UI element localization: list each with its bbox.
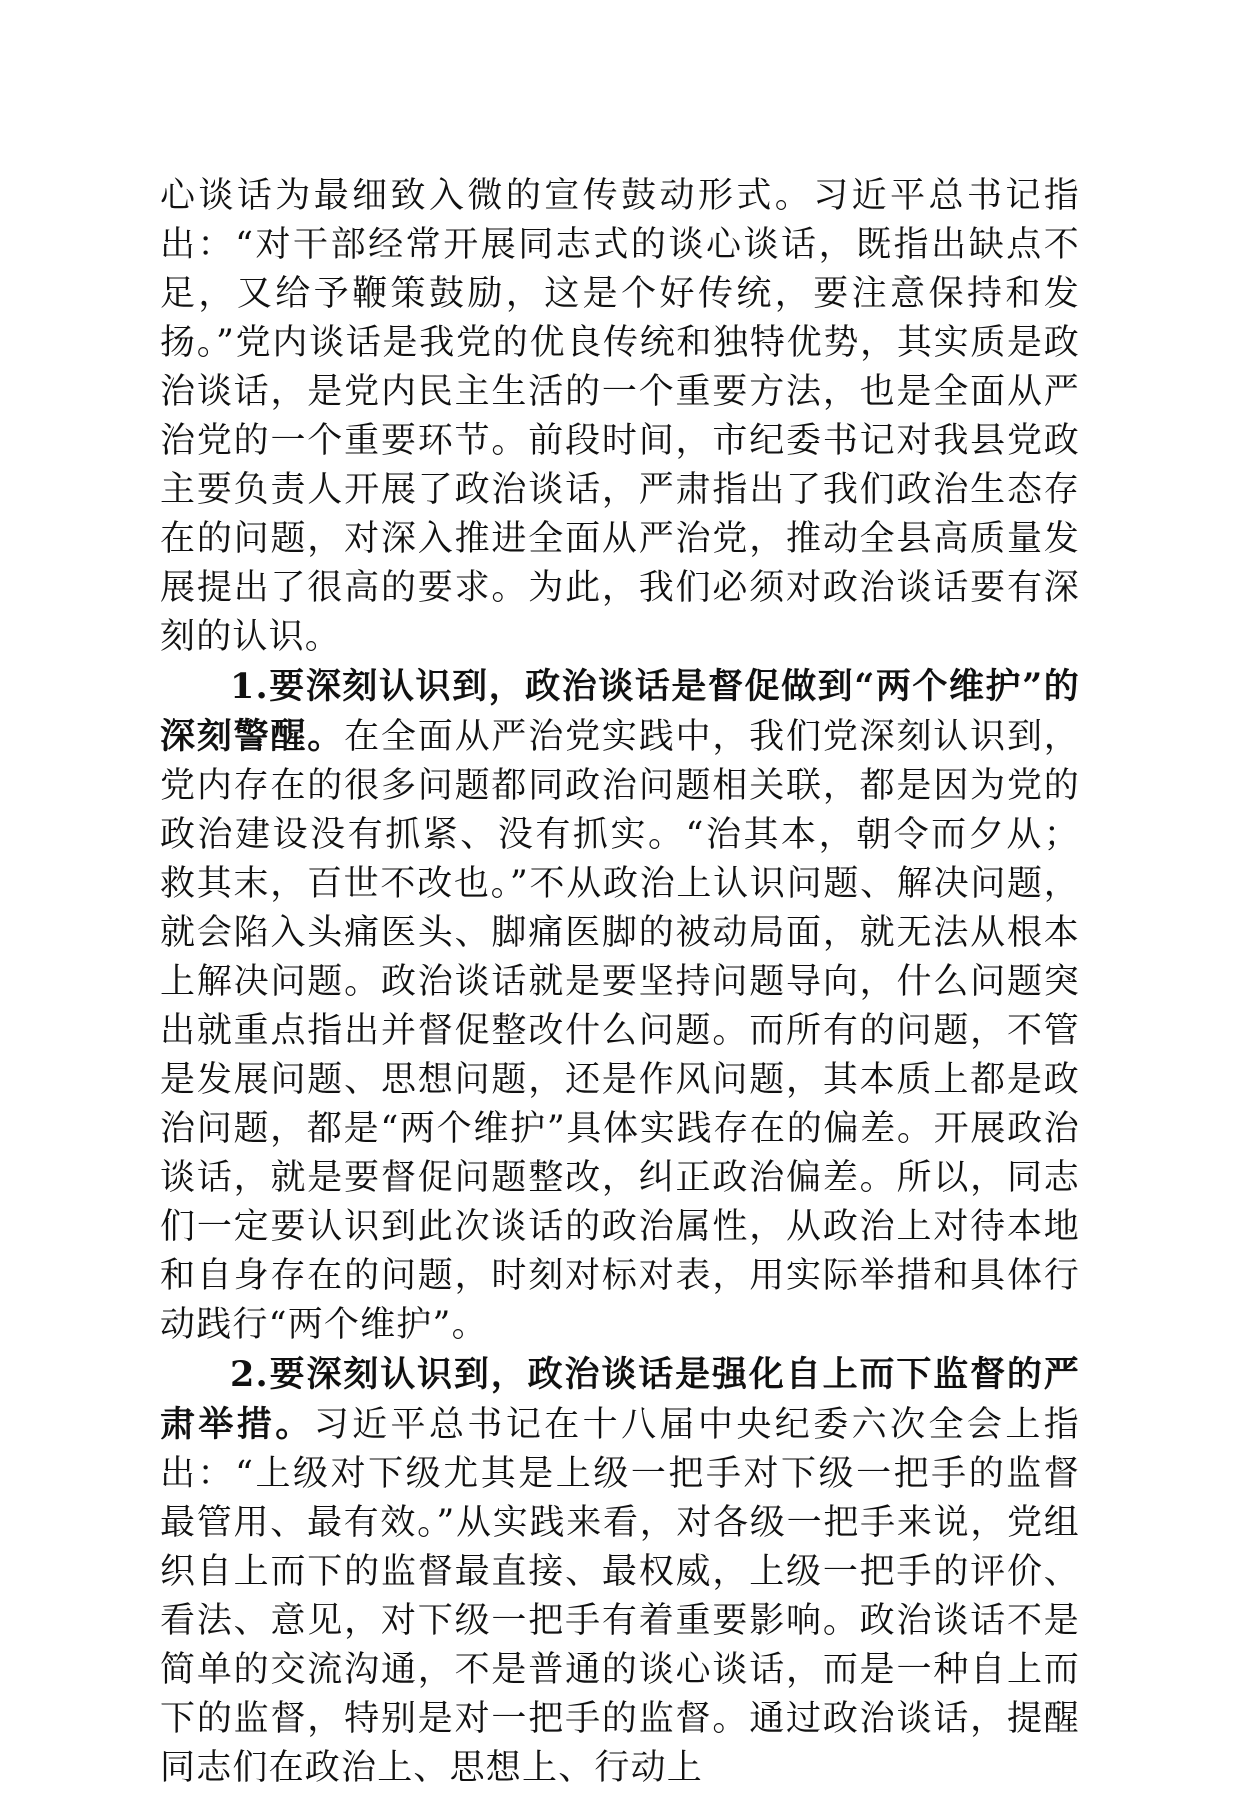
point-2-heading: 2.要深刻认识到，政治谈话是强化自上而下监督的严肃举措。 bbox=[160, 1354, 1080, 1445]
point-1-body: 在全面从严治党实践中，我们党深刻认识到，党内存在的很多问题都同政治问题相关联，都是因为党的政治建设没有抓紧、没有抓实。“治其本，朝令而夕从；救其末，百世不改也。”不从政治上认识问题、解决问题，就会陷入头痛医头、脚痛医脚的被动局面，就无法从根本上解决问题。政治谈话就是要坚持问题导向，什么问题突出就重点指出并督促整改什么问题。而所有的问题，不管是发展问题、思想问题，还是作风问题，其本质上都是政治问题，都是“两个维护”具体实践存在的偏差。开展政治谈话，就是要督促问题整改，纠正政治偏差。所以，同志们一定要认识到此次谈话的政治属性，从政治上对待本地和自身存在的问题，时刻对标对表，用实际举措和具体行动践行“两个维护”。 bbox=[160, 717, 1080, 1345]
point-1-heading: 1.要深刻认识到，政治谈话是督促做到“两个维护”的深刻警醒。 bbox=[160, 666, 1080, 757]
point-2-body: 习近平总书记在十八届中央纪委六次全会上指出：“上级对下级尤其是上级一把手对下级一把手的监督最管用、最有效。”从实践来看，对各级一把手来说，党组织自上而下的监督最直接、最权威，上级一把手的评价、看法、意见，对下级一把手有着重要影响。政治谈话不是简单的交流沟通，不是普通的谈心谈话，而是一种自上而下的监督，特别是对一把手的监督。通过政治谈话，提醒同志们在政治上、思想上、行动上 bbox=[160, 1405, 1080, 1788]
paragraph-point-1 bbox=[160, 662, 1080, 1350]
paragraph-intro bbox=[160, 172, 1080, 662]
paragraph-intro-text: 心谈话为最细致入微的宣传鼓动形式。习近平总书记指出：“对干部经常开展同志式的谈心谈话，既指出缺点不足，又给予鞭策鼓励，这是个好传统，要注意保持和发扬。”党内谈话是我党的优良传统和独特优势，其实质是政治谈话，是党内民主生活的一个重要方法，也是全面从严治党的一个重要环节。前段时间，市纪委书记对我县党政主要负责人开展了政治谈话，严肃指出了我们政治生态存在的问题，对深入推进全面从严治党，推动全县高质量发展提出了很高的要求。为此，我们必须对政治谈话要有深刻的认识。 bbox=[160, 176, 1080, 657]
paragraph-point-2 bbox=[160, 1350, 1080, 1793]
document-page bbox=[160, 172, 1080, 1793]
